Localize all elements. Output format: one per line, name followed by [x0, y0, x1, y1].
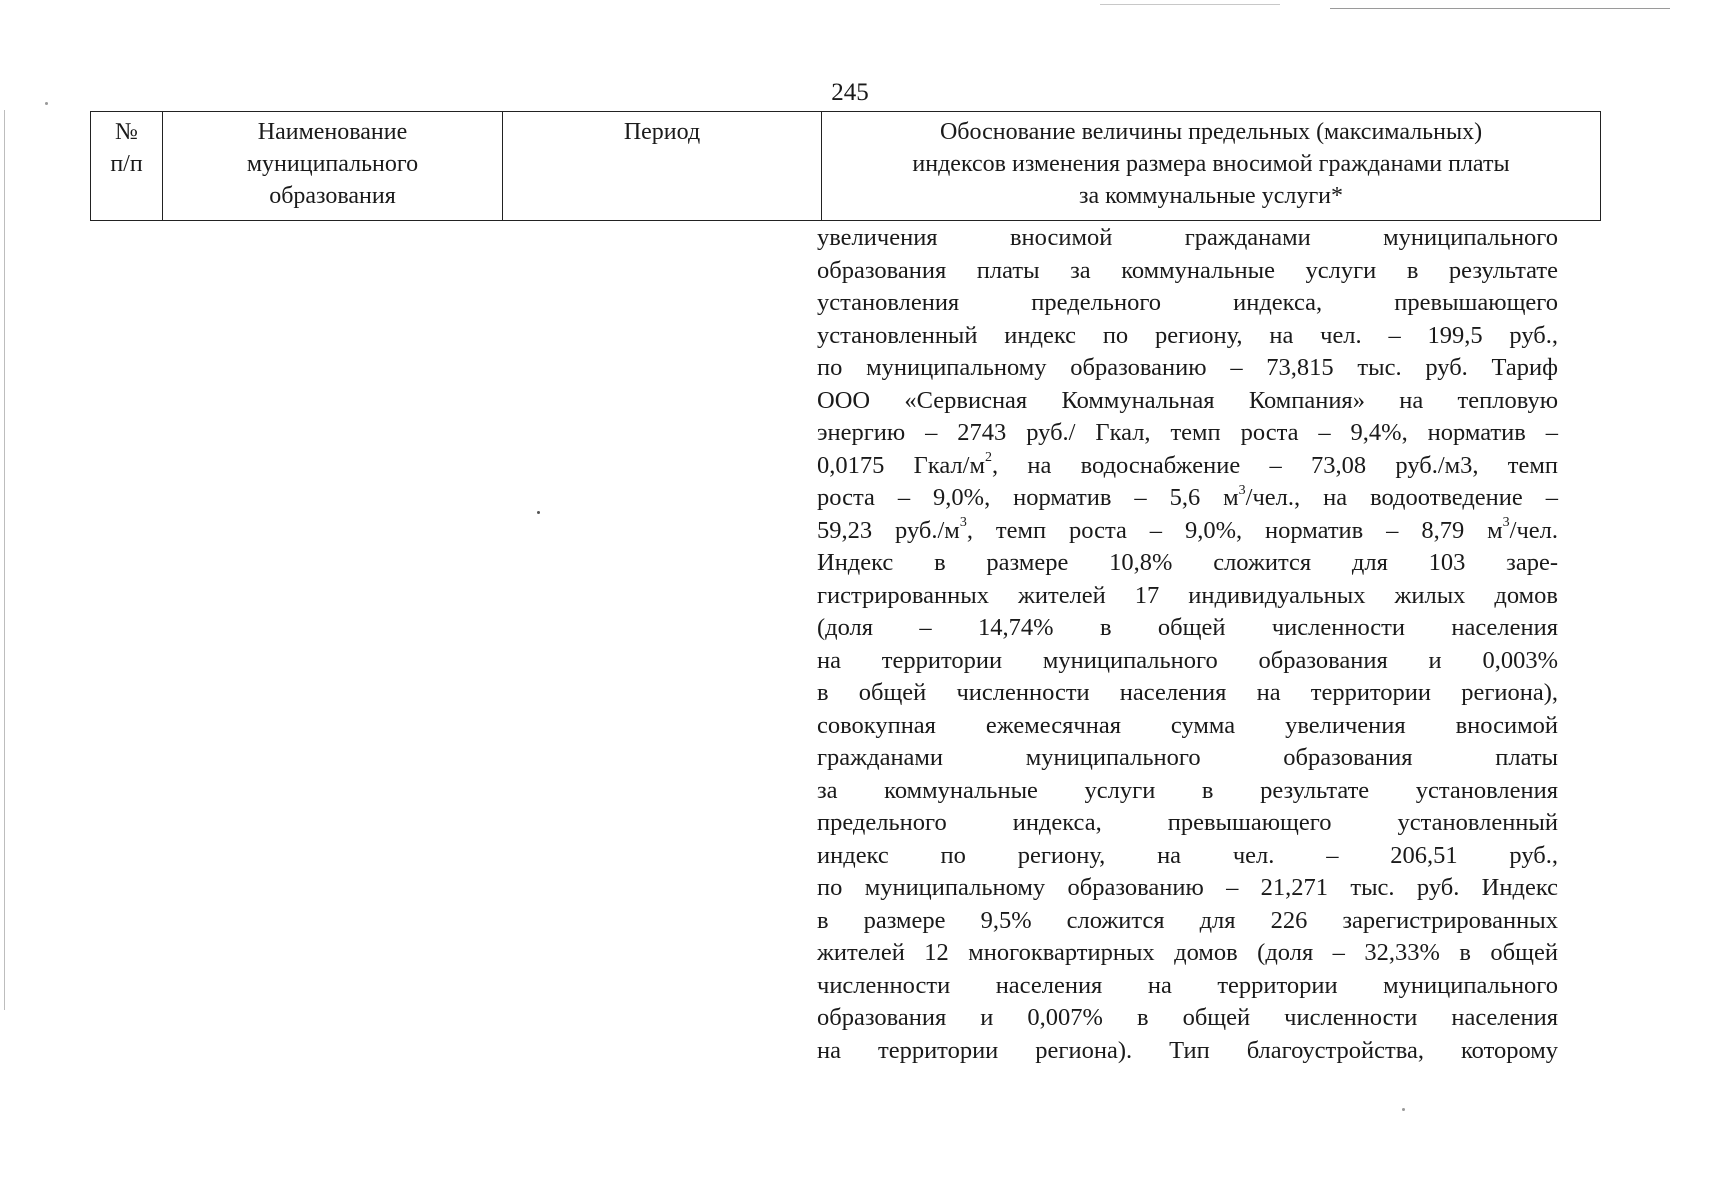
superscript: 3 [1502, 515, 1510, 531]
text-line: увеличения вносимой гражданами муниципального [817, 224, 1558, 251]
text-line: жителей 12 многоквартирных домов (доля – 32,33% в общей [817, 939, 1558, 966]
text-line-with-superscript [817, 482, 1558, 515]
text-line: образования и 0,007% в общей численности населения [817, 1004, 1558, 1031]
header-period-label: Период [623, 119, 701, 145]
header-cell-name [163, 112, 503, 221]
scan-artifact-dot [537, 511, 540, 514]
text-line: гражданами муниципального образования платы [817, 744, 1558, 771]
text-line: энергию – 2743 руб./ Гкал, темп роста – 9,4%, норматив – [817, 419, 1558, 446]
text-fragment: 0,0175 Гкал/м [817, 451, 985, 479]
header-cell-period [503, 112, 822, 221]
header-reason-line3: за коммунальные услуги* [1078, 183, 1344, 209]
text-line: установления предельного индекса, превышающего [817, 289, 1558, 316]
text-line: совокупная ежемесячная сумма увеличения вносимой [817, 711, 1558, 739]
header-number-line2: п/п [110, 151, 143, 177]
text-line: по муниципальному образованию – 73,815 тыс. руб. Тариф [817, 354, 1558, 381]
text-line: гистрированных жителей 17 индивидуальных жилых домов [817, 581, 1558, 609]
scan-artifact-edge [4, 110, 5, 1010]
text-line: на территории муниципального образования и 0,003% [817, 646, 1558, 674]
text-fragment: 59,23 руб./м [817, 516, 960, 544]
text-line-with-superscript [817, 515, 1558, 548]
scan-artifact-dot [45, 102, 48, 105]
header-reason-line1: Обоснование величины предельных (максимальных) [939, 119, 1483, 145]
text-line: за коммунальные услуги в результате установления [817, 776, 1558, 804]
text-line: в общей численности населения на территории региона), [817, 679, 1558, 706]
scan-artifact-line [1330, 8, 1670, 9]
text-line: численности населения на территории муниципального [817, 971, 1558, 999]
header-name-line2: муниципального [246, 151, 419, 177]
text-fragment: /чел., на водоотведение – [1245, 484, 1558, 511]
text-line: предельного индекса, превышающего установленный [817, 809, 1558, 836]
superscript: 3 [959, 515, 967, 531]
text-line: по муниципальному образованию – 21,271 тыс. руб. Индекс [817, 874, 1558, 901]
header-reason-line2: индексов изменения размера вносимой гражданами платы [912, 151, 1510, 177]
superscript: 2 [984, 450, 992, 466]
text-line: Индекс в размере 10,8% сложится для 103 заре- [817, 549, 1558, 576]
header-cell-number [91, 112, 163, 221]
text-fragment: , темп роста – 9,0%, норматив – 8,79 м [966, 516, 1503, 544]
superscript: 3 [1238, 482, 1246, 498]
scan-artifact-dot [1402, 1108, 1405, 1111]
page-number: 245 [831, 79, 869, 106]
header-cell-reason [822, 112, 1601, 221]
header-name-line1: Наименование [257, 119, 408, 145]
text-line: установленный индекс по региону, на чел. – 199,5 руб., [817, 321, 1558, 349]
text-line: образования платы за коммунальные услуги в результате [817, 256, 1558, 284]
header-table [90, 111, 1601, 221]
text-fragment: /чел. [1509, 516, 1558, 544]
text-line: индекс по региону, на чел. – 206,51 руб., [817, 841, 1558, 869]
text-line-with-superscript [817, 450, 1558, 483]
text-line: в размере 9,5% сложится для 226 зарегистрированных [817, 906, 1558, 934]
text-fragment: , на водоснабжение – 73,08 руб./м3, темп [991, 451, 1559, 479]
text-fragment: роста – 9,0%, норматив – 5,6 м [817, 484, 1239, 511]
header-name-line3: образования [269, 183, 396, 209]
text-line: ООО «Сервисная Коммунальная Компания» на тепловую [817, 386, 1558, 414]
header-row [91, 112, 1601, 221]
header-number-line1: № [115, 119, 138, 145]
text-line: (доля – 14,74% в общей численности населения [817, 614, 1558, 641]
scan-artifact-line [1100, 4, 1280, 5]
text-line: на территории региона). Тип благоустройства, которому [817, 1036, 1558, 1064]
reason-body-text [817, 222, 1558, 1067]
